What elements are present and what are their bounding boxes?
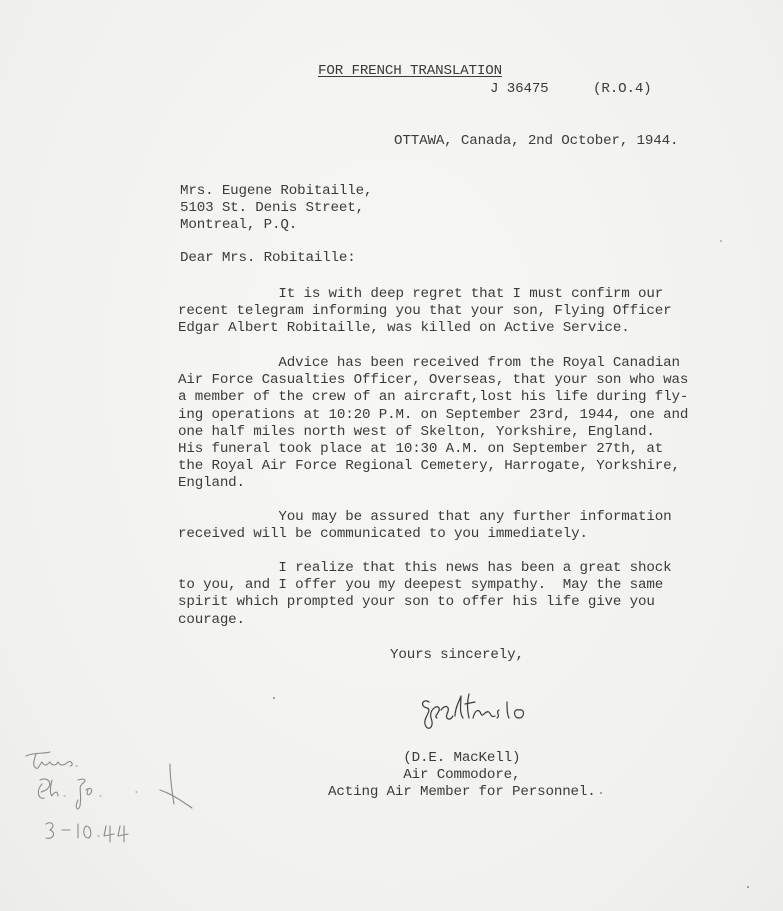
signatory-rank: Air Commodore, (403, 767, 521, 784)
text-line: You may be assured that any further information (178, 509, 672, 525)
text-line: courage. (178, 611, 245, 628)
text-line: It is with deep regret that I must confirm our (178, 286, 664, 302)
text-line: spirit which prompted your son to offer his life give you (178, 594, 655, 611)
body-paragraph-4 (178, 560, 671, 629)
paper-speck (720, 240, 722, 242)
translation-header: FOR FRENCH TRANSLATION (318, 63, 503, 79)
text-line: received will be communicated to you immediately. (178, 526, 588, 543)
paper-speck (600, 792, 602, 794)
address-line: Montreal, P.Q. (180, 217, 298, 234)
dateline: OTTAWA, Canada, 2nd October, 1944. (394, 133, 679, 149)
body-paragraph-1 (178, 286, 671, 338)
handwritten-signature (415, 688, 565, 738)
file-number: J 36475 (490, 81, 549, 97)
text-line: to you, and I offer you my deepest sympathy. May the same (178, 577, 664, 594)
text-line: England. (178, 475, 245, 492)
closing: Yours sincerely, (390, 647, 524, 663)
text-line: ing operations at 10:20 P.M. on September 23rd, 1944, one and (178, 406, 689, 423)
text-line: a member of the crew of an aircraft,lost his life during fly- (178, 389, 689, 406)
signatory-name: (D.E. MacKell) (403, 750, 521, 766)
signatory-title: Acting Air Member for Personnel. (328, 784, 596, 801)
pencil-annotation (20, 750, 210, 850)
text-line: one half miles north west of Skelton, Yorkshire, England. (178, 423, 655, 440)
text-line: Air Force Casualties Officer, Overseas, that your son who was (178, 372, 689, 389)
address-line: Mrs. Eugene Robitaille, (180, 183, 373, 199)
text-line: Advice has been received from the Royal Canadian (178, 355, 680, 371)
signature-block (328, 750, 596, 802)
text-line: Edgar Albert Robitaille, was killed on Active Service. (178, 320, 630, 337)
text-line: the Royal Air Force Regional Cemetery, Harrogate, Yorkshire, (178, 458, 680, 475)
reference-code: (R.O.4) (593, 81, 652, 97)
body-paragraph-2 (178, 355, 688, 493)
recipient-address (180, 183, 372, 235)
body-paragraph-3 (178, 509, 671, 543)
address-line: 5103 St. Denis Street, (180, 200, 365, 217)
paper-speck (273, 697, 275, 699)
text-line: recent telegram informing you that your son, Flying Officer (178, 303, 672, 320)
paper-speck (747, 886, 749, 888)
salutation: Dear Mrs. Robitaille: (180, 250, 356, 266)
text-line: His funeral took place at 10:30 A.M. on September 27th, at (178, 441, 664, 458)
text-line: I realize that this news has been a great shock (178, 560, 672, 576)
